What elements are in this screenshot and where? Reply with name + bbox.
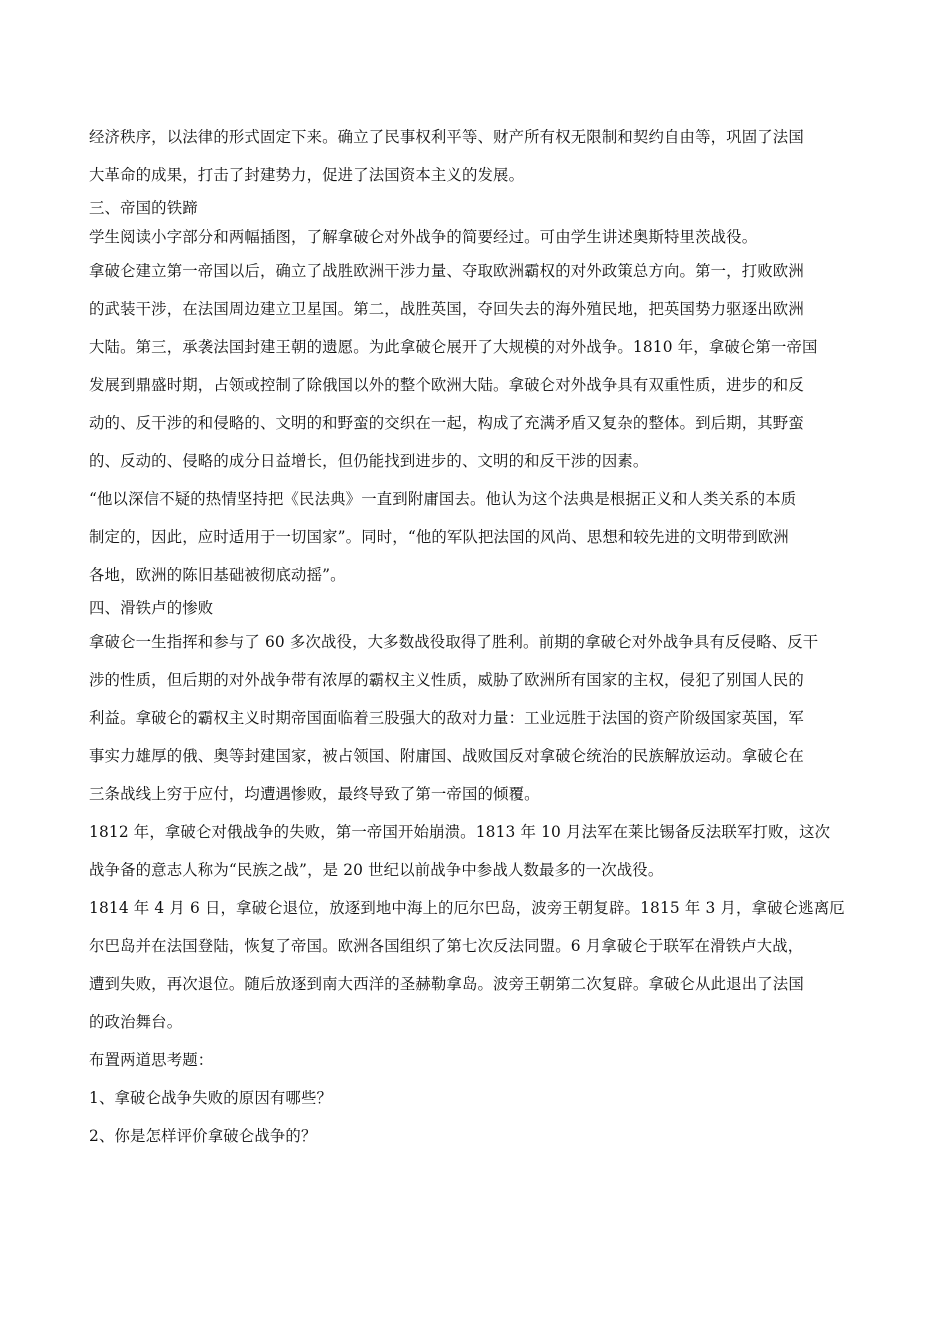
text-line: 拿破仑建立第一帝国以后，确立了战胜欧洲干涉力量、夺取欧洲霸权的对外政策总方向。第一，打败欧洲 (89, 262, 804, 280)
text-line: 动的、反干涉的和侵略的、文明的和野蛮的交织在一起，构成了充满矛盾又复杂的整体。到后期，其野蛮 (89, 414, 804, 432)
text-line: 涉的性质，但后期的对外战争带有浓厚的霸权主义性质，威胁了欧洲所有国家的主权，侵犯了别国人民的 (89, 671, 804, 689)
text-line: 三条战线上穷于应付，均遭遇惨败，最终导致了第一帝国的倾覆。 (89, 785, 540, 803)
document-body (89, 118, 865, 1155)
text-line: 遭到失败，再次退位。随后放逐到南大西洋的圣赫勒拿岛。波旁王朝第二次复辟。拿破仑从此退出了法国 (89, 975, 804, 993)
text-line: 大陆。第三，承袭法国封建王朝的遗愿。为此拿破仑展开了大规模的对外战争。1810 年，拿破仑第一帝国 (89, 338, 818, 356)
text-line: “他以深信不疑的热情坚持把《民法典》一直到附庸国去。他认为这个法典是根据正义和人类关系的本质 (89, 490, 797, 508)
text-line: 发展到鼎盛时期，占领或控制了除俄国以外的整个欧洲大陆。拿破仑对外战争具有双重性质，进步的和反 (89, 376, 804, 394)
text-line: 学生阅读小字部分和两幅插图，了解拿破仑对外战争的简要经过。可由学生讲述奥斯特里茨战役。 (89, 228, 758, 246)
text-line: 事实力雄厚的俄、奥等封建国家，被占领国、附庸国、战败国反对拿破仑统治的民族解放运动。拿破仑在 (89, 747, 804, 765)
section-heading: 四、滑铁卢的惨败 (89, 599, 214, 617)
text-line: 的政治舞台。 (89, 1013, 183, 1031)
text-line: 1814 年 4 月 6 日，拿破仑退位，放逐到地中海上的厄尔巴岛，波旁王朝复辟。1815 年 3 月，拿破仑逃离厄 (89, 899, 845, 917)
text-line: 利益。拿破仑的霸权主义时期帝国面临着三股强大的敌对力量：工业远胜于法国的资产阶级国家英国，军 (89, 709, 804, 727)
text-line: 布置两道思考题： (89, 1051, 214, 1069)
text-line: 的、反动的、侵略的成分日益增长，但仍能找到进步的、文明的和反干涉的因素。 (89, 452, 649, 470)
text-line: 1812 年，拿破仑对俄战争的失败，第一帝国开始崩溃。1813 年 10 月法军在莱比锡备反法联军打败，这次 (89, 823, 831, 841)
text-line: 战争备的意志人称为“民族之战”，是 20 世纪以前战争中参战人数最多的一次战役。 (89, 861, 664, 879)
text-line: 拿破仑一生指挥和参与了 60 多次战役，大多数战役取得了胜利。前期的拿破仑对外战争具有反侵略、反干 (89, 633, 819, 651)
text-line: 经济秩序，以法律的形式固定下来。确立了民事权利平等、财产所有权无限制和契约自由等，巩固了法国 (89, 128, 804, 146)
section-heading: 三、帝国的铁蹄 (89, 199, 198, 217)
question-item: 2、你是怎样评价拿破仑战争的？ (89, 1127, 317, 1145)
text-line: 各地，欧洲的陈旧基础被彻底动摇”。 (89, 566, 346, 584)
text-line: 制定的，因此，应时适用于一切国家”。同时，“他的军队把法国的风尚、思想和较先进的文明带到欧洲 (89, 528, 789, 546)
text-line: 大革命的成果，打击了封建势力，促进了法国资本主义的发展。 (89, 166, 525, 184)
text-line: 尔巴岛并在法国登陆，恢复了帝国。欧洲各国组织了第七次反法同盟。6 月拿破仑于联军在滑铁卢大战， (89, 937, 804, 955)
text-line: 的武装干涉，在法国周边建立卫星国。第二，战胜英国，夺回失去的海外殖民地，把英国势力驱逐出欧洲 (89, 300, 804, 318)
question-item: 1、拿破仑战争失败的原因有哪些？ (89, 1089, 333, 1107)
